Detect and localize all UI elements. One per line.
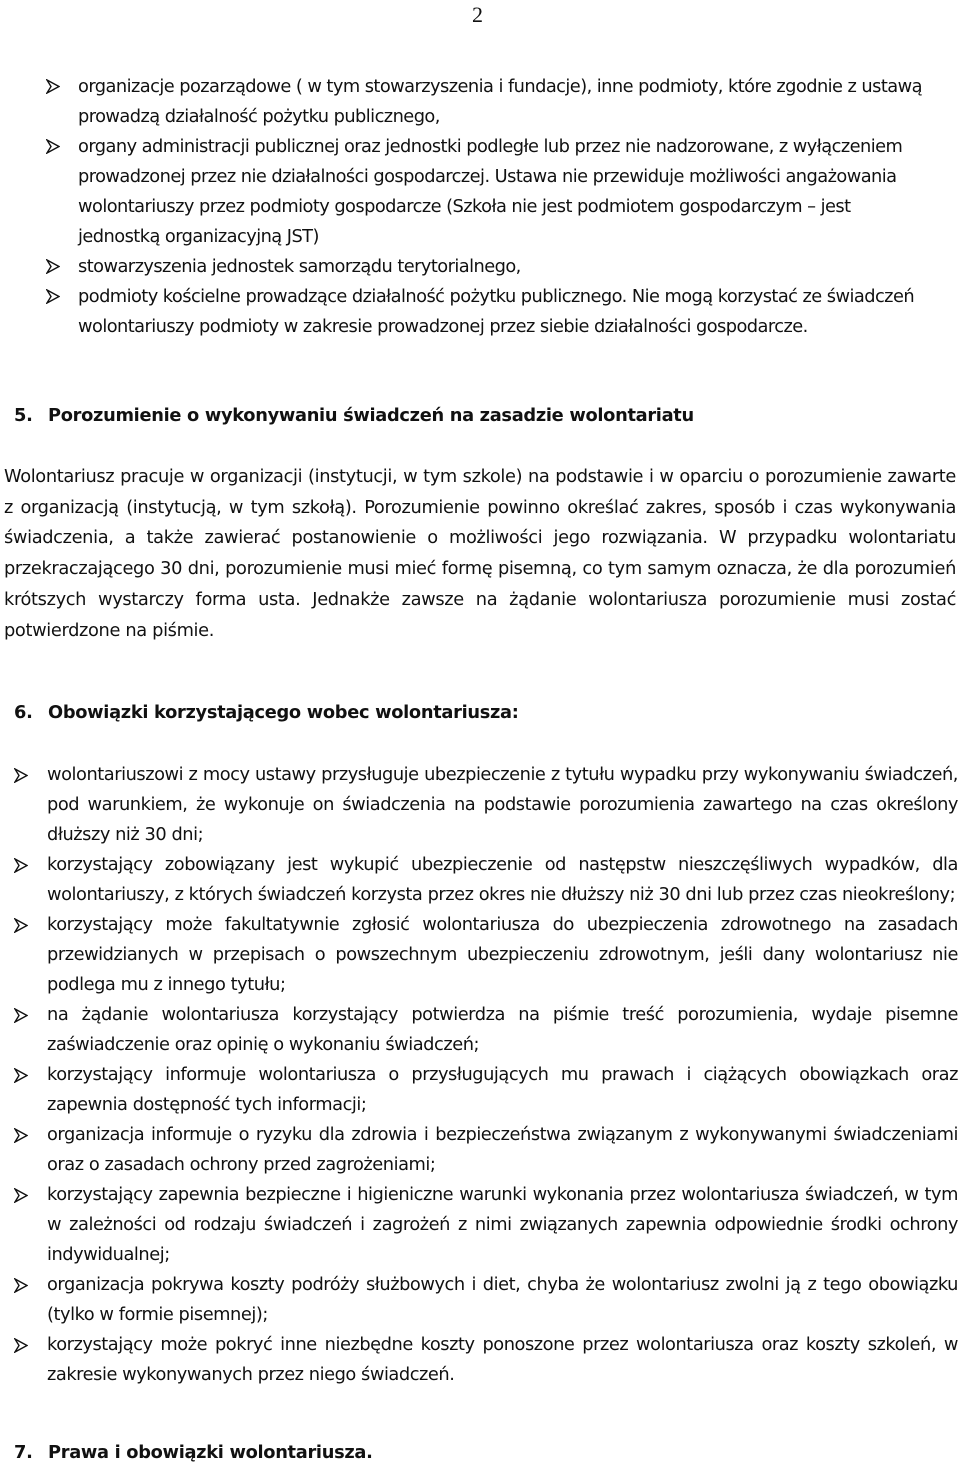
list-item-text: korzystający może fakultatywnie zgłosić wolontariusza do ubezpieczenia zdrowotnego na zasadach przewidzianych w przepisach o powszechnym ubezpieczeniu zdrowotnym, jeśli dany wolontariusz nie podlega mu z innego tytułu;: [47, 914, 958, 995]
arrowhead-bullet-icon: [14, 858, 28, 873]
arrowhead-bullet-icon: [14, 1338, 28, 1353]
list-item-text: organizacja informuje o ryzyku dla zdrowia i bezpieczeństwa związanym z wykonywanymi świadczeniami oraz o zasadach ochrony przed zagrożeniami;: [47, 1124, 958, 1175]
arrowhead-bullet-icon: [14, 1068, 28, 1083]
list-item-text: organy administracji publicznej oraz jednostki podległe lub przez nie nadzorowane, z wyłączeniem prowadzonej przez nie działalności gospodarczej. Ustawa nie przewiduje możliwości angażowania wolontariuszy przez podmioty gospodarcze (Szkoła nie jest podmiotem gospodarczym – jest jednostką organizacyjną JST): [78, 136, 903, 247]
obligations-list: [14, 760, 958, 1390]
section-5-paragraph: Wolontariusz pracuje w organizacji (instytucji, w tym szkole) na podstawie i w oparciu o porozumienie zawarte z organizacją (instytucją, w tym szkołą). Porozumienie powinno określać zakres, sposób i czas wykonywania świadczenia, a także zawierać postanowienie o możliwości jego rozwiązania. W przypadku wolontariatu przekraczającego 30 dni, porozumienie musi mieć formę pisemną, co tym samym oznacza, że dla porozumień krótszych wystarczy forma usta. Jednakże zawsze na żądanie wolontariusza porozumienie musi zostać potwierdzone na piśmie.: [4, 466, 956, 641]
section-title: Prawa i obowiązki wolontariusza.: [48, 1442, 373, 1463]
list-item: [46, 252, 936, 282]
list-item-text: organizacje pozarządowe ( w tym stowarzyszenia i fundacje), inne podmioty, które zgodnie z ustawą prowadzą działalność pożytku publicznego,: [78, 76, 922, 127]
arrowhead-bullet-icon: [14, 1128, 28, 1143]
list-item-text: korzystający informuje wolontariusza o przysługujących mu prawach i ciążących obowiązkach oraz zapewnia dostępność tych informacji;: [47, 1064, 958, 1115]
section-number: 5.: [14, 405, 33, 426]
list-item-text: wolontariuszowi z mocy ustawy przysługuje ubezpieczenie z tytułu wypadku przy wykonywaniu świadczeń, pod warunkiem, że wykonuje on świadczenia na podstawie porozumienia zawartego na czas określony dłuższy niż 30 dni;: [47, 764, 958, 845]
section-number: 6.: [14, 702, 33, 723]
list-item-text: stowarzyszenia jednostek samorządu terytorialnego,: [78, 256, 521, 277]
arrowhead-bullet-icon: [46, 259, 60, 274]
list-item: [14, 1000, 958, 1060]
list-item-text: korzystający może pokryć inne niezbędne koszty ponoszone przez wolontariusza oraz koszty szkoleń, w zakresie wykonywanych przez niego świadczeń.: [47, 1334, 958, 1385]
list-item: [14, 1180, 958, 1270]
section-number: 7.: [14, 1442, 33, 1463]
list-item: [46, 72, 936, 132]
arrowhead-bullet-icon: [46, 139, 60, 154]
list-item-text: podmioty kościelne prowadzące działalność pożytku publicznego. Nie mogą korzystać ze świadczeń wolontariuszy podmioty w zakresie prowadzonej przez siebie działalności gospodarcze.: [78, 286, 915, 337]
list-item: [14, 850, 958, 910]
arrowhead-bullet-icon: [14, 1188, 28, 1203]
section-6-heading: [14, 702, 519, 723]
list-item-text: korzystający zapewnia bezpieczne i higieniczne warunki wykonania przez wolontariusza świadczeń, w tym w zależności od rodzaju świadczeń i zagrożeń z nimi związanych zapewnia odpowiednie środki ochrony indywidualnej;: [47, 1184, 958, 1265]
list-item: [14, 760, 958, 850]
list-item: [14, 910, 958, 1000]
list-item-text: organizacja pokrywa koszty podróży służbowych i diet, chyba że wolontariusz zwolni ją z tego obowiązku (tylko w formie pisemnej);: [47, 1274, 958, 1325]
list-item: [14, 1330, 958, 1390]
list-item-text: na żądanie wolontariusza korzystający potwierdza na piśmie treść porozumienia, wydaje pisemne zaświadczenie oraz opinię o wykonaniu świadczeń;: [47, 1004, 958, 1055]
arrowhead-bullet-icon: [14, 1278, 28, 1293]
top-bullet-list: [46, 72, 936, 342]
page-number: 2: [472, 2, 483, 27]
section-title: Porozumienie o wykonywaniu świadczeń na zasadzie wolontariatu: [48, 405, 694, 426]
arrowhead-bullet-icon: [14, 768, 28, 783]
arrowhead-bullet-icon: [14, 1008, 28, 1023]
arrowhead-bullet-icon: [14, 918, 28, 933]
list-item-text: korzystający zobowiązany jest wykupić ubezpieczenie od następstw nieszczęśliwych wypadków, dla wolontariuszy, z których świadczeń korzysta przez okres nie dłuższy niż 30 dni lub przez czas nieokreślony;: [47, 854, 958, 905]
list-item: [14, 1060, 958, 1120]
section-7-heading: [14, 1442, 373, 1463]
list-item: [14, 1270, 958, 1330]
list-item: [14, 1120, 958, 1180]
arrowhead-bullet-icon: [46, 289, 60, 304]
section-5-heading: [14, 405, 694, 426]
list-item: [46, 132, 936, 252]
section-title: Obowiązki korzystającego wobec wolontariusza:: [48, 702, 519, 723]
list-item: [46, 282, 936, 342]
arrowhead-bullet-icon: [46, 79, 60, 94]
